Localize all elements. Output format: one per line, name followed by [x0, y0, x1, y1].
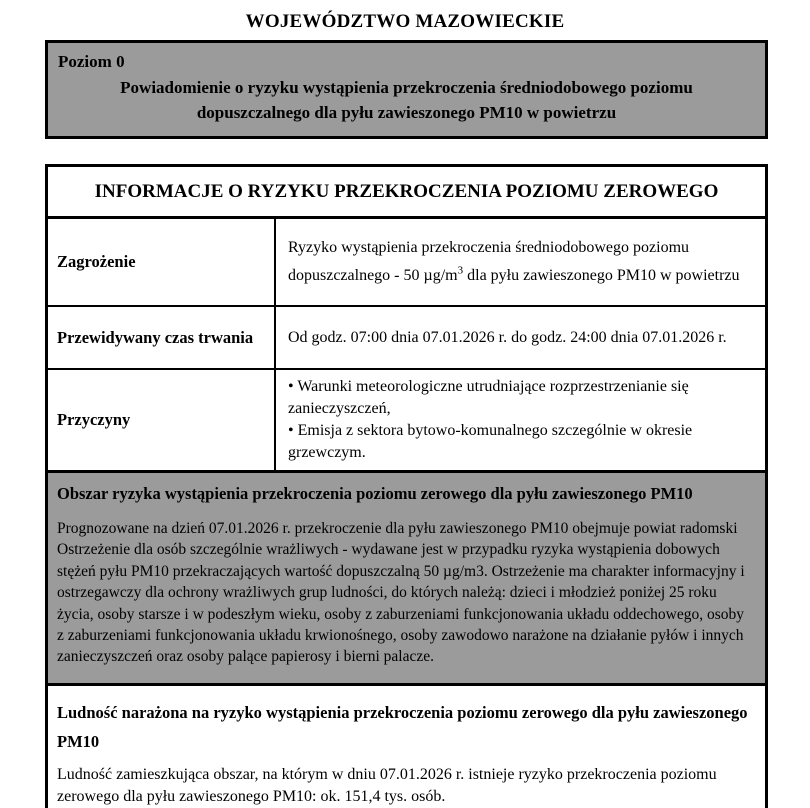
threat-value-superscript: 3	[457, 264, 464, 277]
table-row-threat	[48, 219, 765, 307]
risk-area-body: Prognozowane na dzień 07.01.2026 r. przekroczenie dla pyłu zawieszonego PM10 obejmuje powiat radomski Ostrzeżenie dla osób szczególnie wrażliwych - wydawane jest w przypadku ryzyka wystąpienia dobowych stężeń pyłu PM10 przekraczających wartość dopuszczalną 50 µg/m3. Ostrzeżenie ma charakter informacyjny i ostrzegawczy dla ochrony wrażliwych grup ludności, do których należą: dzieci i młodzież poniżej 25 roku życia, osoby starsze i w podeszłym wieku, osoby z zaburzeniami funkcjonowania układu oddechowego, osoby z zaburzeniami funkcjonowania układu krwionośnego, osoby zawodowo narażone na działanie pyłów i innych zanieczyszczeń oraz osoby palące papierosy i bierni palacze.	[57, 520, 745, 666]
table-row-duration	[48, 307, 765, 370]
duration-label: Przewidywany czas trwania	[48, 307, 276, 368]
alert-level: Poziom 0	[58, 52, 125, 71]
causes-label: Przyczyny	[48, 370, 276, 470]
risk-area-section	[48, 473, 765, 686]
table-row-causes	[48, 370, 765, 473]
causes-value	[276, 370, 765, 470]
cause-item-1: • Warunki meteorologiczne utrudniające rozprzestrzenianie się zanieczyszczeń,	[288, 378, 689, 417]
info-table	[45, 164, 768, 808]
info-table-header: INFORMACJE O RYZYKU PRZEKROCZENIA POZIOMU ZEROWEGO	[48, 167, 765, 219]
alert-banner	[45, 40, 768, 139]
duration-value: Od godz. 07:00 dnia 07.01.2026 r. do godz. 24:00 dnia 07.01.2026 r.	[288, 328, 727, 346]
threat-label: Zagrożenie	[48, 219, 276, 305]
threat-value-pre: Ryzyko wystąpienia przekroczenia średniodobowego poziomu dopuszczalnego - 50 µg/m	[288, 239, 690, 284]
population-heading: Ludność narażona na ryzyko wystąpienia przekroczenia poziomu zerowego dla pyłu zawieszonego PM10	[57, 703, 748, 751]
page-title: WOJEWÓDZTWO MAZOWIECKIE	[245, 11, 565, 32]
risk-area-heading: Obszar ryzyka wystąpienia przekroczenia poziomu zerowego dla pyłu zawieszonego PM10	[57, 484, 693, 503]
threat-value	[276, 219, 765, 305]
alert-message: Powiadomienie o ryzyku wystąpienia przekroczenia średniodobowego poziomu dopuszczalnego dla pyłu zawieszonego PM10 w powietrzu	[120, 78, 693, 122]
threat-value-text	[288, 234, 753, 290]
threat-value-post: dla pyłu zawieszonego PM10 w powietrzu	[463, 267, 740, 284]
population-section	[48, 686, 765, 808]
cause-item-2: • Emisja z sektora bytowo-komunalnego szczególnie w okresie grzewczym.	[288, 422, 693, 461]
population-body: Ludność zamieszkująca obszar, na którym w dniu 07.01.2026 r. istnieje ryzyko przekroczenia poziomu zerowego dla pyłu zawieszonego PM10: ok. 151,4 tys. osób.	[57, 766, 717, 805]
